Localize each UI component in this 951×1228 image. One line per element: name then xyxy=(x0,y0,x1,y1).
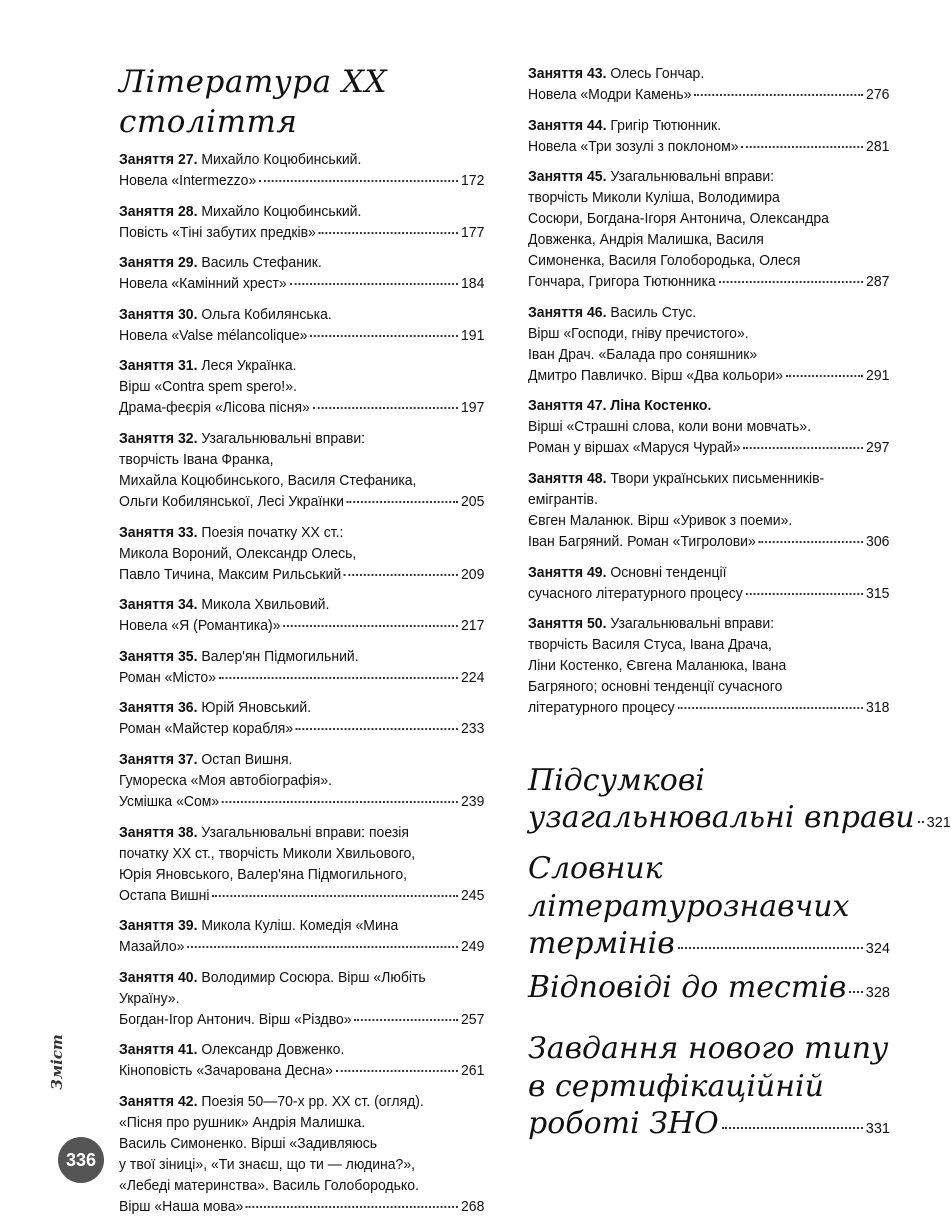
toc-entry[interactable] xyxy=(528,469,889,553)
big-item-page-number: 324 xyxy=(865,941,890,957)
dot-leader xyxy=(246,1206,458,1208)
entry-last-text: Повість «Тіні забутих предків» xyxy=(119,224,316,241)
toc-entry[interactable] xyxy=(119,916,484,958)
dot-leader xyxy=(354,1019,458,1021)
entry-last-text: літературного процесу xyxy=(528,700,675,717)
entry-last-text: Дмитро Павличко. Вірш «Два кольори» xyxy=(528,367,784,384)
entry-last-text: Новела «Я (Романтика)» xyxy=(119,618,281,635)
entry-number: Заняття 38. xyxy=(119,824,198,841)
dot-leader xyxy=(743,447,863,449)
entry-head-text: Григір Тютюнник. xyxy=(606,117,722,134)
entry-head-text: Василь Стус. xyxy=(606,304,697,321)
dot-leader xyxy=(347,501,458,503)
toc-entry[interactable] xyxy=(119,523,484,586)
entry-head xyxy=(528,167,889,188)
entry-last-line xyxy=(528,366,889,387)
entry-last-text: Роман «Місто» xyxy=(119,669,217,686)
entry-page-number: 224 xyxy=(461,669,485,686)
entry-number: Заняття 27. xyxy=(119,152,198,168)
big-item-line: Підсумкові xyxy=(528,763,705,798)
dot-leader xyxy=(344,574,458,576)
entry-number: Заняття 41. xyxy=(119,1042,198,1059)
toc-entry[interactable] xyxy=(119,202,484,244)
entry-head-text: Леся Українка. xyxy=(197,358,297,375)
entry-last-line xyxy=(528,438,889,459)
big-item-page-number: 328 xyxy=(865,985,890,1001)
entry-line: Симоненка, Василя Голобородька, Олеся xyxy=(528,253,801,270)
entry-number: Заняття 47. xyxy=(528,398,607,415)
entry-line: у твої зіниці», «Ти знаєш, що ти — людина?», xyxy=(119,1156,416,1173)
toc-entry[interactable] xyxy=(119,1040,484,1082)
entry-page-number: 287 xyxy=(866,274,890,291)
entry-head-text: Михайло Коцюбинський. xyxy=(197,152,362,168)
entry-last-text: Павло Тичина, Максим Рильський xyxy=(119,566,342,583)
entry-last-text: Іван Багряний. Роман «Тигролови» xyxy=(528,533,756,550)
dot-leader xyxy=(222,801,458,803)
toc-right-column xyxy=(528,64,890,729)
entry-head xyxy=(119,1040,484,1061)
entry-head-text: Валер'ян Підмогильний. xyxy=(197,648,359,665)
entry-last-line xyxy=(119,616,484,637)
toc-entry[interactable] xyxy=(528,116,889,158)
entry-last-line xyxy=(119,398,484,419)
big-item-line: Завдання нового типу xyxy=(528,1031,889,1066)
entry-head xyxy=(119,968,484,989)
entry-page-number: 191 xyxy=(461,327,485,344)
dot-leader xyxy=(336,1070,458,1072)
big-item-last-line xyxy=(528,1106,890,1141)
entry-last-line xyxy=(119,326,484,347)
entry-head-text: Ліна Костенко. xyxy=(606,398,712,415)
entry-last-line xyxy=(119,886,484,907)
entry-page-number: 257 xyxy=(461,1011,485,1028)
entry-number: Заняття 49. xyxy=(528,564,607,581)
toc-entry[interactable] xyxy=(119,253,484,295)
entry-page-number: 281 xyxy=(866,138,890,155)
entry-number: Заняття 33. xyxy=(119,524,198,541)
dot-leader xyxy=(719,281,864,283)
big-toc-item[interactable] xyxy=(528,850,890,961)
dot-leader xyxy=(187,946,458,948)
entry-line: Вірші «Страшні слова, коли вони мовчать». xyxy=(528,419,812,436)
big-item-last-line xyxy=(528,800,951,835)
entry-line: Гумореска «Моя автобіографія». xyxy=(119,772,333,789)
toc-entry[interactable] xyxy=(119,1092,484,1218)
toc-entry[interactable] xyxy=(119,429,484,513)
entry-last-line xyxy=(119,1061,484,1082)
entry-line: Україну». xyxy=(119,990,180,1007)
entry-head-text: Узагальнювальні вправи: xyxy=(606,616,775,633)
entry-page-number: 318 xyxy=(866,700,890,717)
big-item-last-text: Відповіді до тестів xyxy=(528,970,847,1005)
big-item-line: літературознавчих xyxy=(528,889,850,924)
entry-number: Заняття 39. xyxy=(119,918,198,935)
dot-leader xyxy=(678,947,863,949)
toc-entry[interactable] xyxy=(119,750,484,813)
dot-leader xyxy=(283,625,458,627)
entry-line: Микола Вороний, Олександр Олесь, xyxy=(119,545,357,562)
dot-leader xyxy=(746,593,863,595)
big-item-last-line xyxy=(528,970,890,1005)
toc-entry[interactable] xyxy=(528,303,889,387)
entry-last-line xyxy=(528,584,889,605)
entry-head-text: Юрій Яновський. xyxy=(197,700,312,717)
entry-page-number: 197 xyxy=(461,400,485,417)
entry-last-text: Усмішка «Сом» xyxy=(119,793,220,810)
entry-head xyxy=(528,396,889,417)
entry-page-number: 297 xyxy=(866,440,890,457)
dot-leader xyxy=(310,335,458,337)
dot-leader xyxy=(741,146,863,148)
entry-page-number: 291 xyxy=(866,367,890,384)
entry-last-text: Роман у віршах «Маруся Чурай» xyxy=(528,440,741,457)
entry-head xyxy=(119,823,484,844)
entry-last-text: Новела «Три зозулі з поклоном» xyxy=(528,138,739,155)
entry-page-number: 249 xyxy=(461,939,485,956)
entry-page-number: 245 xyxy=(461,887,485,904)
toc-entry[interactable] xyxy=(528,167,889,293)
big-item-page-number: 331 xyxy=(865,1121,890,1137)
dot-leader xyxy=(918,821,924,823)
entry-line: творчість Миколи Куліша, Володимира xyxy=(528,190,780,207)
entry-page-number: 306 xyxy=(866,533,890,550)
entry-number: Заняття 37. xyxy=(119,751,198,768)
entry-last-line xyxy=(119,668,484,689)
toc-entry[interactable] xyxy=(119,595,484,637)
dot-leader xyxy=(296,728,458,730)
entry-head xyxy=(119,750,484,771)
entry-last-text: Новела «Valse mélancolique» xyxy=(119,327,308,344)
entry-head xyxy=(119,253,484,274)
entry-head-text: Узагальнювальні вправи: xyxy=(197,430,366,447)
entry-head xyxy=(119,595,484,616)
toc-entry[interactable] xyxy=(528,614,889,719)
entry-head-text: Узагальнювальні вправи: xyxy=(606,169,775,186)
entry-line: «Пісня про рушник» Андрія Малишка. xyxy=(119,1114,366,1131)
right-entry-list xyxy=(528,64,890,719)
entry-head-text: Поезія 50—70-х рр. ХХ ст. (огляд). xyxy=(197,1093,424,1110)
toc-left-column xyxy=(119,60,485,1228)
dot-leader xyxy=(259,180,458,182)
entry-last-line xyxy=(119,1197,484,1218)
entry-head xyxy=(528,303,889,324)
entry-line: Багряного; основні тенденції сучасного xyxy=(528,679,783,696)
entry-head-text: Микола Хвильовий. xyxy=(197,597,330,614)
entry-head xyxy=(528,116,889,137)
big-item-last-text: роботі ЗНО xyxy=(528,1106,719,1141)
entry-head-text: Олександр Довженко. xyxy=(197,1042,345,1059)
entry-number: Заняття 43. xyxy=(528,66,607,82)
entry-last-line xyxy=(119,274,484,295)
entry-last-text: Ольги Кобилянської, Лесі Українки xyxy=(119,493,344,510)
entry-line: Іван Драч. «Балада про соняшник» xyxy=(528,346,758,363)
entry-page-number: 315 xyxy=(866,585,890,602)
entry-page-number: 205 xyxy=(461,493,485,510)
entry-last-text: Новела «Модри Камень» xyxy=(528,87,692,103)
entry-head xyxy=(119,202,484,223)
dot-leader xyxy=(786,375,863,377)
dot-leader xyxy=(722,1127,863,1129)
toc-entry[interactable] xyxy=(119,968,484,1031)
toc-entry[interactable] xyxy=(119,150,484,192)
big-toc-item[interactable] xyxy=(528,970,890,1005)
entry-last-line xyxy=(119,1010,484,1031)
toc-entry[interactable] xyxy=(119,823,484,907)
toc-entry[interactable] xyxy=(528,64,889,106)
entry-head xyxy=(528,64,889,85)
entry-head-text: Володимир Сосюра. Вірш «Любіть xyxy=(197,969,426,986)
entry-line: Довженка, Андрія Малишка, Василя xyxy=(528,232,764,249)
big-toc-item[interactable] xyxy=(528,762,951,835)
toc-entry[interactable] xyxy=(119,698,484,740)
entry-last-text: сучасного літературного процесу xyxy=(528,585,743,602)
entry-line: Михайла Коцюбинського, Василя Стефаника, xyxy=(119,472,417,489)
entry-head-text: Твори українських письменників- xyxy=(606,470,825,487)
entry-page-number: 261 xyxy=(461,1063,485,1080)
big-item-last-text: узагальнювальні вправи xyxy=(528,800,915,835)
entry-number: Заняття 40. xyxy=(119,969,198,986)
entry-head xyxy=(119,647,484,668)
entry-last-text: Кіноповість «Зачарована Десна» xyxy=(119,1063,333,1080)
toc-entry[interactable] xyxy=(119,356,484,419)
entry-line: початку ХХ ст., творчість Миколи Хвильового, xyxy=(119,845,416,862)
page-number-badge: 336 xyxy=(58,1137,104,1183)
entry-number: Заняття 28. xyxy=(119,203,198,220)
dot-leader xyxy=(219,677,458,679)
entry-last-text: Богдан-Ігор Антонич. Вірш «Різдво» xyxy=(119,1011,352,1028)
entry-number: Заняття 48. xyxy=(528,470,607,487)
toc-entry[interactable] xyxy=(528,563,889,605)
entry-head-text: Ольга Кобилянська. xyxy=(197,306,332,323)
dot-leader xyxy=(290,283,459,285)
entry-line: Сосюри, Богдана-Ігоря Антонича, Олександра xyxy=(528,211,829,228)
entry-last-line xyxy=(119,565,484,586)
dot-leader xyxy=(319,232,458,234)
dot-leader xyxy=(694,94,863,96)
dot-leader xyxy=(212,895,458,897)
big-toc-item[interactable] xyxy=(528,1030,890,1141)
entry-head xyxy=(119,305,484,326)
entry-last-line xyxy=(528,272,889,293)
entry-number: Заняття 46. xyxy=(528,304,607,321)
entry-number: Заняття 30. xyxy=(119,306,198,323)
entry-head-text: Микола Куліш. Комедія «Мина xyxy=(197,918,399,935)
entry-line: Євген Маланюк. Вірш «Уривок з поеми». xyxy=(528,512,793,529)
side-label: Зміст xyxy=(48,1034,66,1090)
entry-head xyxy=(528,563,889,584)
entry-last-text: Роман «Майстер корабля» xyxy=(119,721,294,738)
entry-last-line xyxy=(119,223,484,244)
entry-page-number: 177 xyxy=(461,224,485,241)
entry-last-text: Гончара, Григора Тютюнника xyxy=(528,274,716,291)
entry-page-number: 217 xyxy=(461,618,485,635)
entry-head-text: Поезія початку ХХ ст.: xyxy=(197,524,344,541)
dot-leader xyxy=(759,541,863,543)
entry-line: Ліни Костенко, Євгена Маланюка, Івана xyxy=(528,658,787,675)
dot-leader xyxy=(849,991,862,993)
entry-last-line xyxy=(528,85,889,106)
entry-number: Заняття 45. xyxy=(528,169,607,186)
entry-last-text: Вірш «Наша мова» xyxy=(119,1198,244,1215)
big-item-page-number: 321 xyxy=(926,815,951,831)
dot-leader xyxy=(313,407,458,409)
entry-page-number: 268 xyxy=(461,1198,485,1215)
entry-line: Вірш «Господи, гніву пречистого». xyxy=(528,325,749,342)
entry-head xyxy=(119,916,484,937)
toc-entry[interactable] xyxy=(528,396,889,459)
entry-last-text: Драма-феєрія «Лісова пісня» xyxy=(119,400,310,417)
entry-last-line xyxy=(119,792,484,813)
entry-page-number: 233 xyxy=(461,721,485,738)
entry-number: Заняття 35. xyxy=(119,648,198,665)
entry-page-number: 172 xyxy=(461,173,485,189)
entry-head xyxy=(119,523,484,544)
dot-leader xyxy=(678,707,864,709)
entry-line: творчість Василя Стуса, Івана Драча, xyxy=(528,637,772,654)
entry-last-line xyxy=(119,492,484,513)
entry-page-number: 209 xyxy=(461,566,485,583)
entry-number: Заняття 50. xyxy=(528,616,607,633)
entry-last-line xyxy=(119,719,484,740)
entry-head-text: Михайло Коцюбинський. xyxy=(197,203,362,220)
entry-last-text: Новела «Камінний хрест» xyxy=(119,276,287,293)
entry-head xyxy=(119,356,484,377)
entry-last-text: Новела «Intermezzo» xyxy=(119,173,257,189)
entry-number: Заняття 36. xyxy=(119,700,198,717)
entry-number: Заняття 44. xyxy=(528,117,607,134)
big-item-last-text: термінів xyxy=(528,926,675,961)
entry-page-number: 239 xyxy=(461,793,485,810)
entry-head-text: Олесь Гончар. xyxy=(606,66,705,82)
entry-head xyxy=(119,429,484,450)
entry-head xyxy=(528,469,889,490)
entry-head xyxy=(528,614,889,635)
entry-line: Юрія Яновського, Валер'яна Підмогильного, xyxy=(119,866,408,883)
entry-head-text: Основні тенденції xyxy=(606,564,727,581)
left-entry-list xyxy=(119,150,485,1218)
entry-line: емігрантів. xyxy=(528,491,598,508)
entry-last-line xyxy=(119,937,484,958)
entry-number: Заняття 31. xyxy=(119,358,198,375)
entry-head xyxy=(119,150,484,171)
entry-number: Заняття 29. xyxy=(119,255,198,272)
entry-head-text: Узагальнювальні вправи: поезія xyxy=(197,824,409,841)
entry-head xyxy=(119,1092,484,1113)
entry-head xyxy=(119,698,484,719)
toc-entry[interactable] xyxy=(119,305,484,347)
entry-last-line xyxy=(528,532,889,553)
entry-line: Вірш «Contra spem spero!». xyxy=(119,379,297,396)
entry-last-text: Мазайло» xyxy=(119,939,185,956)
section-title: Література ХХ століття xyxy=(119,64,388,140)
entry-head-text: Василь Стефаник. xyxy=(197,255,322,272)
entry-last-line xyxy=(528,137,889,158)
entry-line: творчість Івана Франка, xyxy=(119,451,274,468)
entry-last-text: Остапа Вишні xyxy=(119,887,210,904)
entry-line: Василь Симоненко. Вірші «Задивляюсь xyxy=(119,1135,378,1152)
entry-number: Заняття 32. xyxy=(119,430,198,447)
entry-number: Заняття 42. xyxy=(119,1093,198,1110)
toc-entry[interactable] xyxy=(119,647,484,689)
entry-head-text: Остап Вишня. xyxy=(197,751,293,768)
big-item-line: в сертифікаційній xyxy=(528,1069,824,1104)
entry-line: «Лебеді материнства». Василь Голобородько. xyxy=(119,1177,419,1194)
entry-page-number: 184 xyxy=(461,276,485,293)
entry-last-line xyxy=(119,171,484,192)
big-item-line: Словник xyxy=(528,851,663,886)
entry-last-line xyxy=(528,698,889,719)
entry-page-number: 276 xyxy=(866,87,890,103)
big-item-last-line xyxy=(528,926,890,961)
entry-number: Заняття 34. xyxy=(119,597,198,614)
